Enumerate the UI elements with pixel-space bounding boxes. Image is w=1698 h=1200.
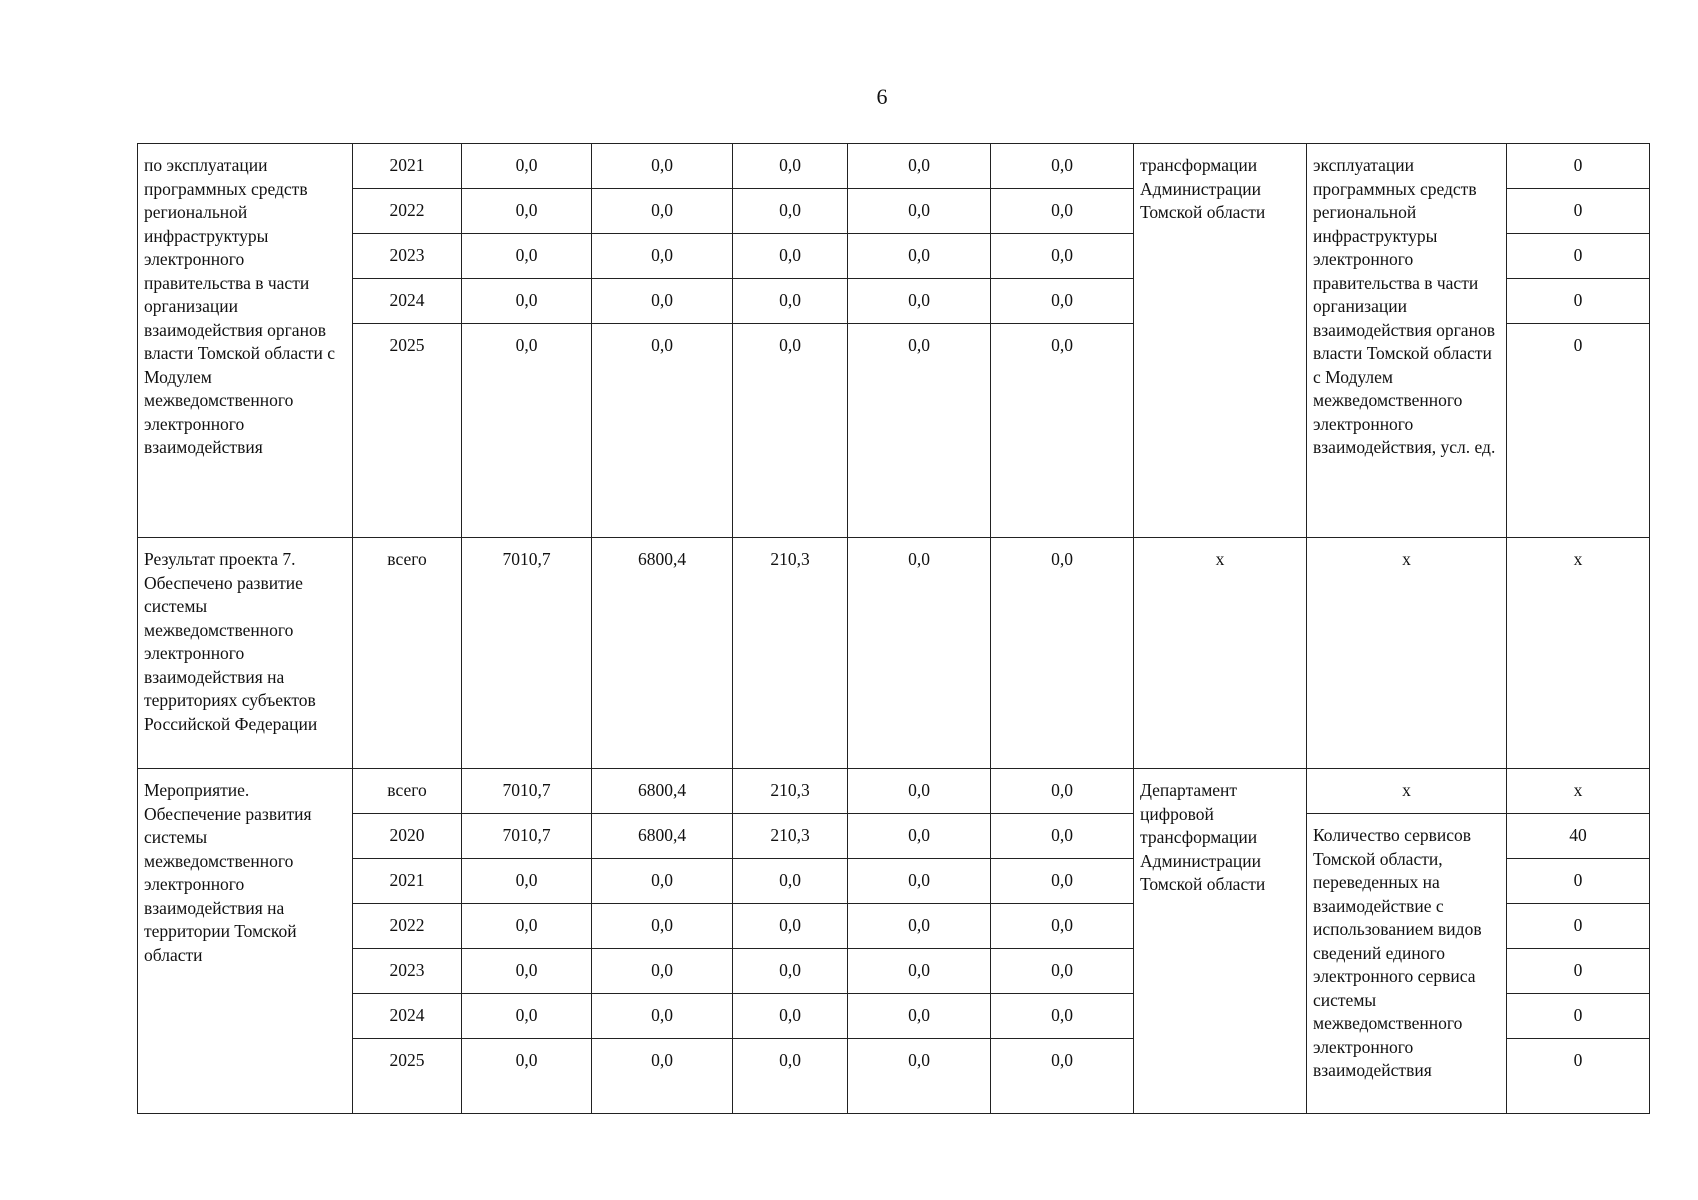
federal-cell: 0,0 (592, 234, 733, 279)
total-cell: 0,0 (462, 324, 592, 538)
total-cell: 7010,7 (462, 538, 592, 769)
total-cell: 7010,7 (462, 769, 592, 814)
extra-cell: 0,0 (991, 144, 1134, 189)
year-cell: 2025 (353, 324, 462, 538)
total-cell: 0,0 (462, 949, 592, 994)
target-cell: х (1507, 538, 1650, 769)
local-cell: 0,0 (848, 279, 991, 324)
target-cell: 0 (1507, 904, 1650, 949)
local-cell: 0,0 (848, 814, 991, 859)
local-cell: 0,0 (848, 859, 991, 904)
year-cell: 2022 (353, 189, 462, 234)
target-cell: 0 (1507, 144, 1650, 189)
total-cell: 0,0 (462, 1039, 592, 1114)
table-row (138, 538, 1650, 769)
local-cell: 0,0 (848, 994, 991, 1039)
regional-cell: 0,0 (733, 279, 848, 324)
target-cell: 0 (1507, 859, 1650, 904)
event-name-cell: Мероприятие. Обеспечение развития системы межведомственного электронного взаимодействия на территории Томской области (138, 769, 353, 1114)
local-cell: 0,0 (848, 324, 991, 538)
table-row (138, 144, 1650, 189)
total-cell: 0,0 (462, 859, 592, 904)
indicator-cell: Количество сервисов Томской области, переведенных на взаимодействие с использованием видов сведений единого электронного сервиса системы межведомственного электронного взаимодействия (1307, 814, 1507, 1114)
extra-cell: 0,0 (991, 769, 1134, 814)
extra-cell: 0,0 (991, 324, 1134, 538)
extra-cell: 0,0 (991, 189, 1134, 234)
target-cell: 0 (1507, 279, 1650, 324)
extra-cell: 0,0 (991, 1039, 1134, 1114)
event-name-cell: по эксплуатации программных средств региональной инфраструктуры электронного правительства в части организации взаимодействия органов власти Томской области с Модулем межведомственного электронного взаимодействия (138, 144, 353, 538)
total-cell: 0,0 (462, 279, 592, 324)
executor-cell: Департамент цифровой трансформации Администрации Томской области (1134, 769, 1307, 1114)
local-cell: 0,0 (848, 949, 991, 994)
target-cell: 0 (1507, 949, 1650, 994)
extra-cell: 0,0 (991, 904, 1134, 949)
total-cell: 0,0 (462, 234, 592, 279)
regional-cell: 0,0 (733, 144, 848, 189)
local-cell: 0,0 (848, 769, 991, 814)
federal-cell: 0,0 (592, 144, 733, 189)
target-cell: 40 (1507, 814, 1650, 859)
extra-cell: 0,0 (991, 538, 1134, 769)
local-cell: 0,0 (848, 234, 991, 279)
local-cell: 0,0 (848, 189, 991, 234)
year-cell: 2024 (353, 994, 462, 1039)
indicator-cell: х (1307, 538, 1507, 769)
target-cell: х (1507, 769, 1650, 814)
federal-cell: 0,0 (592, 279, 733, 324)
year-cell: 2022 (353, 904, 462, 949)
year-cell: всего (353, 769, 462, 814)
total-cell: 0,0 (462, 144, 592, 189)
year-cell: 2025 (353, 1039, 462, 1114)
total-cell: 7010,7 (462, 814, 592, 859)
federal-cell: 0,0 (592, 189, 733, 234)
page-number: 6 (876, 84, 888, 109)
federal-cell: 0,0 (592, 994, 733, 1039)
federal-cell: 6800,4 (592, 769, 733, 814)
indicator-cell: эксплуатации программных средств региональной инфраструктуры электронного правительства в части организации взаимодействия органов власти Томской области с Модулем межведомственного электронного взаимодействия, усл. ед. (1307, 144, 1507, 538)
federal-cell: 0,0 (592, 949, 733, 994)
indicator-total-cell: х (1307, 769, 1507, 814)
target-cell: 0 (1507, 189, 1650, 234)
regional-cell: 0,0 (733, 324, 848, 538)
year-cell: 2024 (353, 279, 462, 324)
local-cell: 0,0 (848, 538, 991, 769)
extra-cell: 0,0 (991, 814, 1134, 859)
regional-cell: 0,0 (733, 994, 848, 1039)
federal-cell: 6800,4 (592, 814, 733, 859)
total-cell: 0,0 (462, 189, 592, 234)
year-cell: 2023 (353, 234, 462, 279)
table-row (138, 814, 1650, 859)
extra-cell: 0,0 (991, 859, 1134, 904)
local-cell: 0,0 (848, 144, 991, 189)
year-cell: 2021 (353, 859, 462, 904)
event-name-cell: Результат проекта 7. Обеспечено развитие системы межведомственного электронного взаимодействия на территориях субъектов Российской Федерации (138, 538, 353, 769)
target-cell: 0 (1507, 234, 1650, 279)
total-cell: 0,0 (462, 994, 592, 1039)
target-cell: 0 (1507, 324, 1650, 538)
regional-cell: 0,0 (733, 234, 848, 279)
target-cell: 0 (1507, 1039, 1650, 1114)
regional-cell: 210,3 (733, 814, 848, 859)
regional-cell: 0,0 (733, 904, 848, 949)
extra-cell: 0,0 (991, 279, 1134, 324)
federal-cell: 0,0 (592, 324, 733, 538)
regional-cell: 210,3 (733, 538, 848, 769)
local-cell: 0,0 (848, 1039, 991, 1114)
budget-table (137, 143, 1650, 1114)
regional-cell: 0,0 (733, 859, 848, 904)
year-cell: всего (353, 538, 462, 769)
federal-cell: 0,0 (592, 904, 733, 949)
regional-cell: 0,0 (733, 1039, 848, 1114)
regional-cell: 0,0 (733, 949, 848, 994)
extra-cell: 0,0 (991, 234, 1134, 279)
year-cell: 2020 (353, 814, 462, 859)
regional-cell: 210,3 (733, 769, 848, 814)
target-cell: 0 (1507, 994, 1650, 1039)
federal-cell: 0,0 (592, 1039, 733, 1114)
federal-cell: 0,0 (592, 859, 733, 904)
total-cell: 0,0 (462, 904, 592, 949)
extra-cell: 0,0 (991, 949, 1134, 994)
extra-cell: 0,0 (991, 994, 1134, 1039)
executor-cell: х (1134, 538, 1307, 769)
regional-cell: 0,0 (733, 189, 848, 234)
executor-cell: трансформации Администрации Томской области (1134, 144, 1307, 538)
local-cell: 0,0 (848, 904, 991, 949)
federal-cell: 6800,4 (592, 538, 733, 769)
year-cell: 2023 (353, 949, 462, 994)
table-row (138, 769, 1650, 814)
year-cell: 2021 (353, 144, 462, 189)
